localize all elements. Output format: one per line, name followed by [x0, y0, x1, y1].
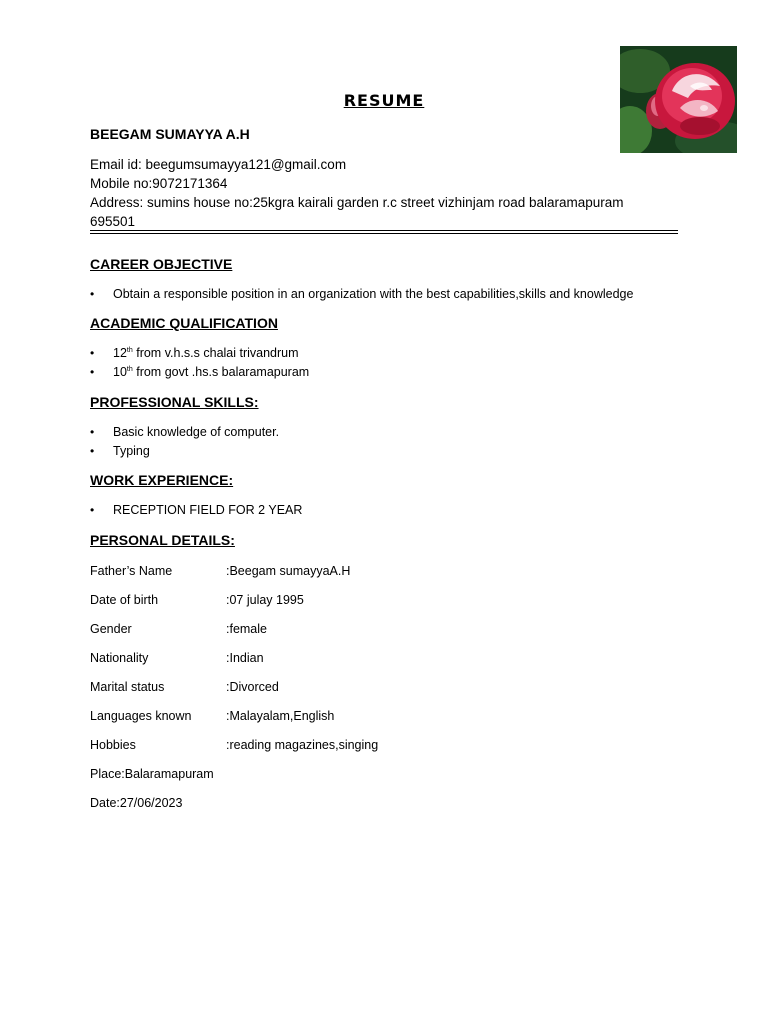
academic-heading: ACADEMIC QUALIFICATION [90, 315, 278, 331]
skills-heading: PROFESSIONAL SKILLS: [90, 394, 259, 410]
bullet-icon: • [90, 503, 95, 517]
detail-label: Nationality [90, 651, 149, 665]
academic-num: 12 [113, 346, 127, 360]
list-item [90, 423, 279, 442]
skills-list [90, 423, 279, 461]
list-item [90, 442, 279, 461]
academic-sup: th [126, 366, 133, 373]
academic-text: from govt .hs.s balaramapuram [132, 365, 310, 379]
detail-label: Marital status [90, 680, 165, 694]
detail-label: Hobbies [90, 738, 136, 752]
place-text: Place:Balaramapuram [90, 767, 214, 781]
resume-title: RESUME [343, 91, 425, 110]
list-item [90, 363, 309, 382]
divider-line [90, 230, 678, 231]
detail-label: Gender [90, 622, 132, 636]
academic-list [90, 344, 309, 382]
detail-value: :reading magazines,singing [226, 738, 379, 752]
bullet-icon: • [90, 444, 95, 458]
mobile-line: Mobile no:9072171364 [90, 176, 228, 191]
skill-text: Typing [113, 444, 150, 458]
date-text: Date:27/06/2023 [90, 796, 183, 810]
list-item [90, 344, 309, 363]
list-item [90, 501, 302, 520]
detail-label: Languages known [90, 709, 192, 723]
email-line: Email id: beegumsumayya121@gmail.com [90, 157, 347, 172]
detail-value: :Malayalam,English [226, 709, 335, 723]
experience-text: RECEPTION FIELD FOR 2 YEAR [113, 503, 303, 517]
address-line: Address: sumins house no:25kgra kairali garden r.c street vizhinjam road balaramapuram 695501 [90, 195, 624, 229]
detail-value: :Indian [226, 651, 264, 665]
contact-block [90, 155, 670, 231]
divider-line [90, 233, 678, 234]
detail-label: Date of birth [90, 593, 159, 607]
detail-value: :Divorced [226, 680, 279, 694]
candidate-name: BEEGAM SUMAYYA A.H [90, 126, 250, 142]
personal-details-heading: PERSONAL DETAILS: [90, 532, 235, 548]
academic-text: from v.h.s.s chalai trivandrum [132, 346, 299, 360]
academic-num: 10 [113, 365, 127, 379]
academic-sup: th [126, 347, 133, 354]
experience-heading: WORK EXPERIENCE: [90, 472, 234, 488]
bullet-icon: • [90, 287, 95, 301]
bullet-icon: • [90, 365, 95, 379]
detail-value: :female [226, 622, 267, 636]
career-objective-list [90, 285, 633, 304]
detail-value: :Beegam sumayyaA.H [226, 564, 351, 578]
skill-text: Basic knowledge of computer. [113, 425, 280, 439]
detail-label: Father’s Name [90, 564, 173, 578]
objective-text: Obtain a responsible position in an organization with the best capabilities,skills and knowledge [113, 287, 634, 301]
career-objective-heading: CAREER OBJECTIVE [90, 256, 233, 272]
bullet-icon: • [90, 425, 95, 439]
experience-list [90, 501, 302, 520]
detail-value: :07 julay 1995 [226, 593, 304, 607]
list-item [90, 285, 633, 304]
bullet-icon: • [90, 346, 95, 360]
